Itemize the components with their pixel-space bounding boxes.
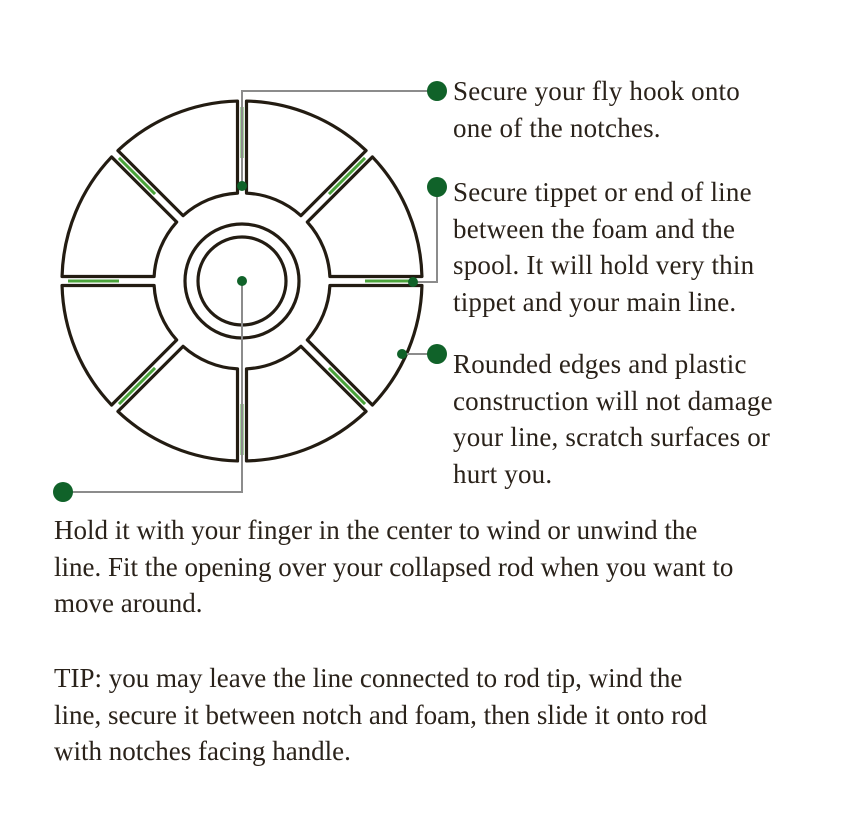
tip-paragraph [54,660,834,770]
paragraph-line: move around. [54,588,203,618]
foam-target-dot [408,277,418,287]
callout-edges [453,346,773,492]
paragraph-line: TIP: you may leave the line connected to rod tip, wind the [54,663,683,693]
callout-line: Rounded edges and plastic [453,349,747,379]
paragraph-line: line, secure it between notch and foam, then slide it onto rod [54,699,708,730]
callout-foam [453,174,754,320]
paragraph-line: with notches facing handle. [54,736,351,766]
callout-line: spool. It will hold very thin [453,250,755,280]
edge-target-dot [397,349,407,359]
callout-line: construction will not damage [453,385,773,416]
notch-bullet-dot [427,81,447,101]
center-bullet-dot [53,482,73,502]
callout-line: between the foam and the [453,213,736,244]
edge-bullet-dot [427,344,447,364]
callout-line: one of the notches. [453,112,661,143]
callout-line: Secure your fly hook onto [453,76,740,106]
notch-target-dot [237,181,247,191]
foam-bullet-dot [427,177,447,197]
callout-line: Secure tippet or end of line [453,177,752,207]
callout-line: your line, scratch surfaces or [453,422,771,452]
callout-notch [453,73,740,146]
center-usage-paragraph [54,512,834,622]
paragraph-line: line. Fit the opening over your collapsed rod when you want to [54,551,734,582]
paragraph-line: Hold it with your finger in the center to wind or unwind the [54,515,698,545]
center-target-dot [237,276,247,286]
callout-line: hurt you. [453,458,553,489]
callout-line: tippet and your main line. [453,286,737,317]
